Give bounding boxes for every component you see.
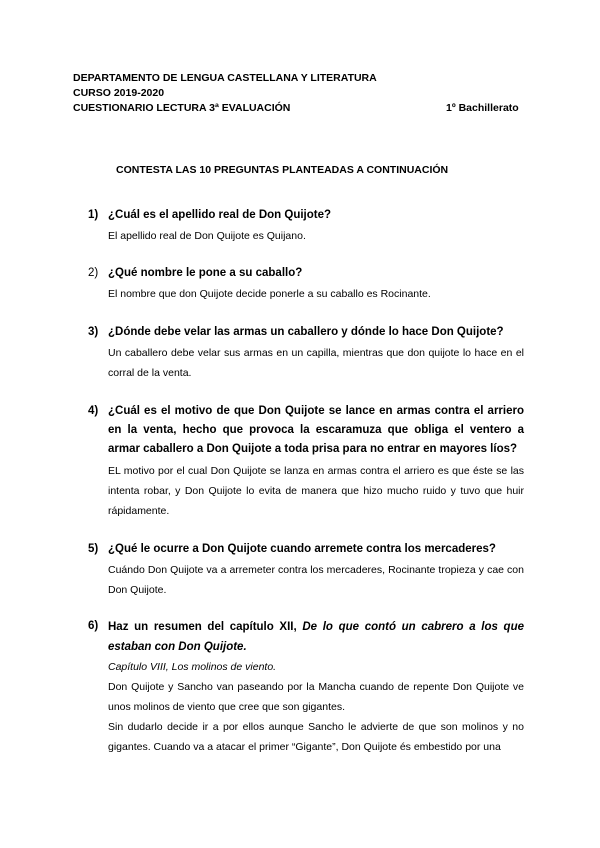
question-item [88, 264, 524, 304]
answer-text: Un caballero debe velar sus armas en un capilla, mientras que don quijote lo hace en el corral de la venta. [108, 347, 524, 379]
question-number: 6) [88, 620, 99, 632]
question-text: ¿Cuál es el motivo de que Don Quijote se lance en armas contra el arriero en la venta, hecho que provoca la escaramuza que obliga el ventero a armar caballero a Don Quijote a toda prisa para no entrar en mayores líos? [108, 405, 524, 455]
question-text: ¿Dónde debe velar las armas un caballero y dónde lo hace Don Quijote? [108, 326, 504, 338]
question-number: 3) [88, 326, 99, 338]
answer-paragraph: Sin dudarlo decide ir a por ellos aunque Sancho le advierte de que son molinos y no gigantes. Cuando va a atacar el primer “Gigante”, Don Quijote és embestido por una [108, 721, 524, 753]
question-number: 2) [88, 267, 99, 279]
department-title: DEPARTAMENTO DE LENGUA CASTELLANA Y LITERATURA [73, 72, 377, 84]
answer-subtitle: Capítulo VIII, Los molinos de viento. [108, 661, 277, 673]
question-number: 1) [88, 209, 99, 221]
answer-paragraph: Don Quijote y Sancho van paseando por la Mancha cuando de repente Don Quijote ve unos molinos de viento que cree que son gigantes. [108, 681, 524, 713]
instruction-heading: CONTESTA LAS 10 PREGUNTAS PLANTEADAS A CONTINUACIÓN [116, 164, 449, 176]
level-label: 1º Bachillerato [446, 102, 519, 114]
answer-text: El apellido real de Don Quijote es Quijano. [108, 230, 306, 242]
question-prefix: Haz un resumen del capítulo XII, [108, 621, 303, 633]
questionnaire-title: CUESTIONARIO LECTURA 3ª EVALUACIÓN [73, 102, 291, 114]
question-item [88, 617, 524, 757]
question-item [88, 402, 524, 521]
question-item [88, 540, 524, 600]
answer-text: El nombre que don Quijote decide ponerle a su caballo es Rocinante. [108, 288, 431, 300]
question-item [88, 206, 524, 246]
answer-text: EL motivo por el cual Don Quijote se lanza en armas contra el arriero es que éste se las intenta robar, y Don Quijote lo evita de manera que hizo mucho ruido y tuvo que huir rápidamente. [108, 465, 524, 517]
answer-text: Cuándo Don Quijote va a arremeter contra los mercaderes, Rocinante tropieza y cae con Don Quijote. [108, 564, 524, 596]
question-item [88, 323, 524, 383]
course-year: CURSO 2019-2020 [73, 87, 165, 99]
question-number: 4) [88, 405, 99, 417]
question-number: 5) [88, 543, 99, 555]
question-text: ¿Qué nombre le pone a su caballo? [108, 267, 303, 279]
document-header [73, 71, 533, 116]
question-text: ¿Qué le ocurre a Don Quijote cuando arremete contra los mercaderes? [108, 543, 496, 555]
answer-text [108, 657, 524, 757]
question-text [108, 617, 524, 657]
chapter-title: De lo que contó un cabrero a los que estaban con Don Quijote. [108, 621, 524, 653]
question-text: ¿Cuál es el apellido real de Don Quijote? [108, 209, 332, 221]
